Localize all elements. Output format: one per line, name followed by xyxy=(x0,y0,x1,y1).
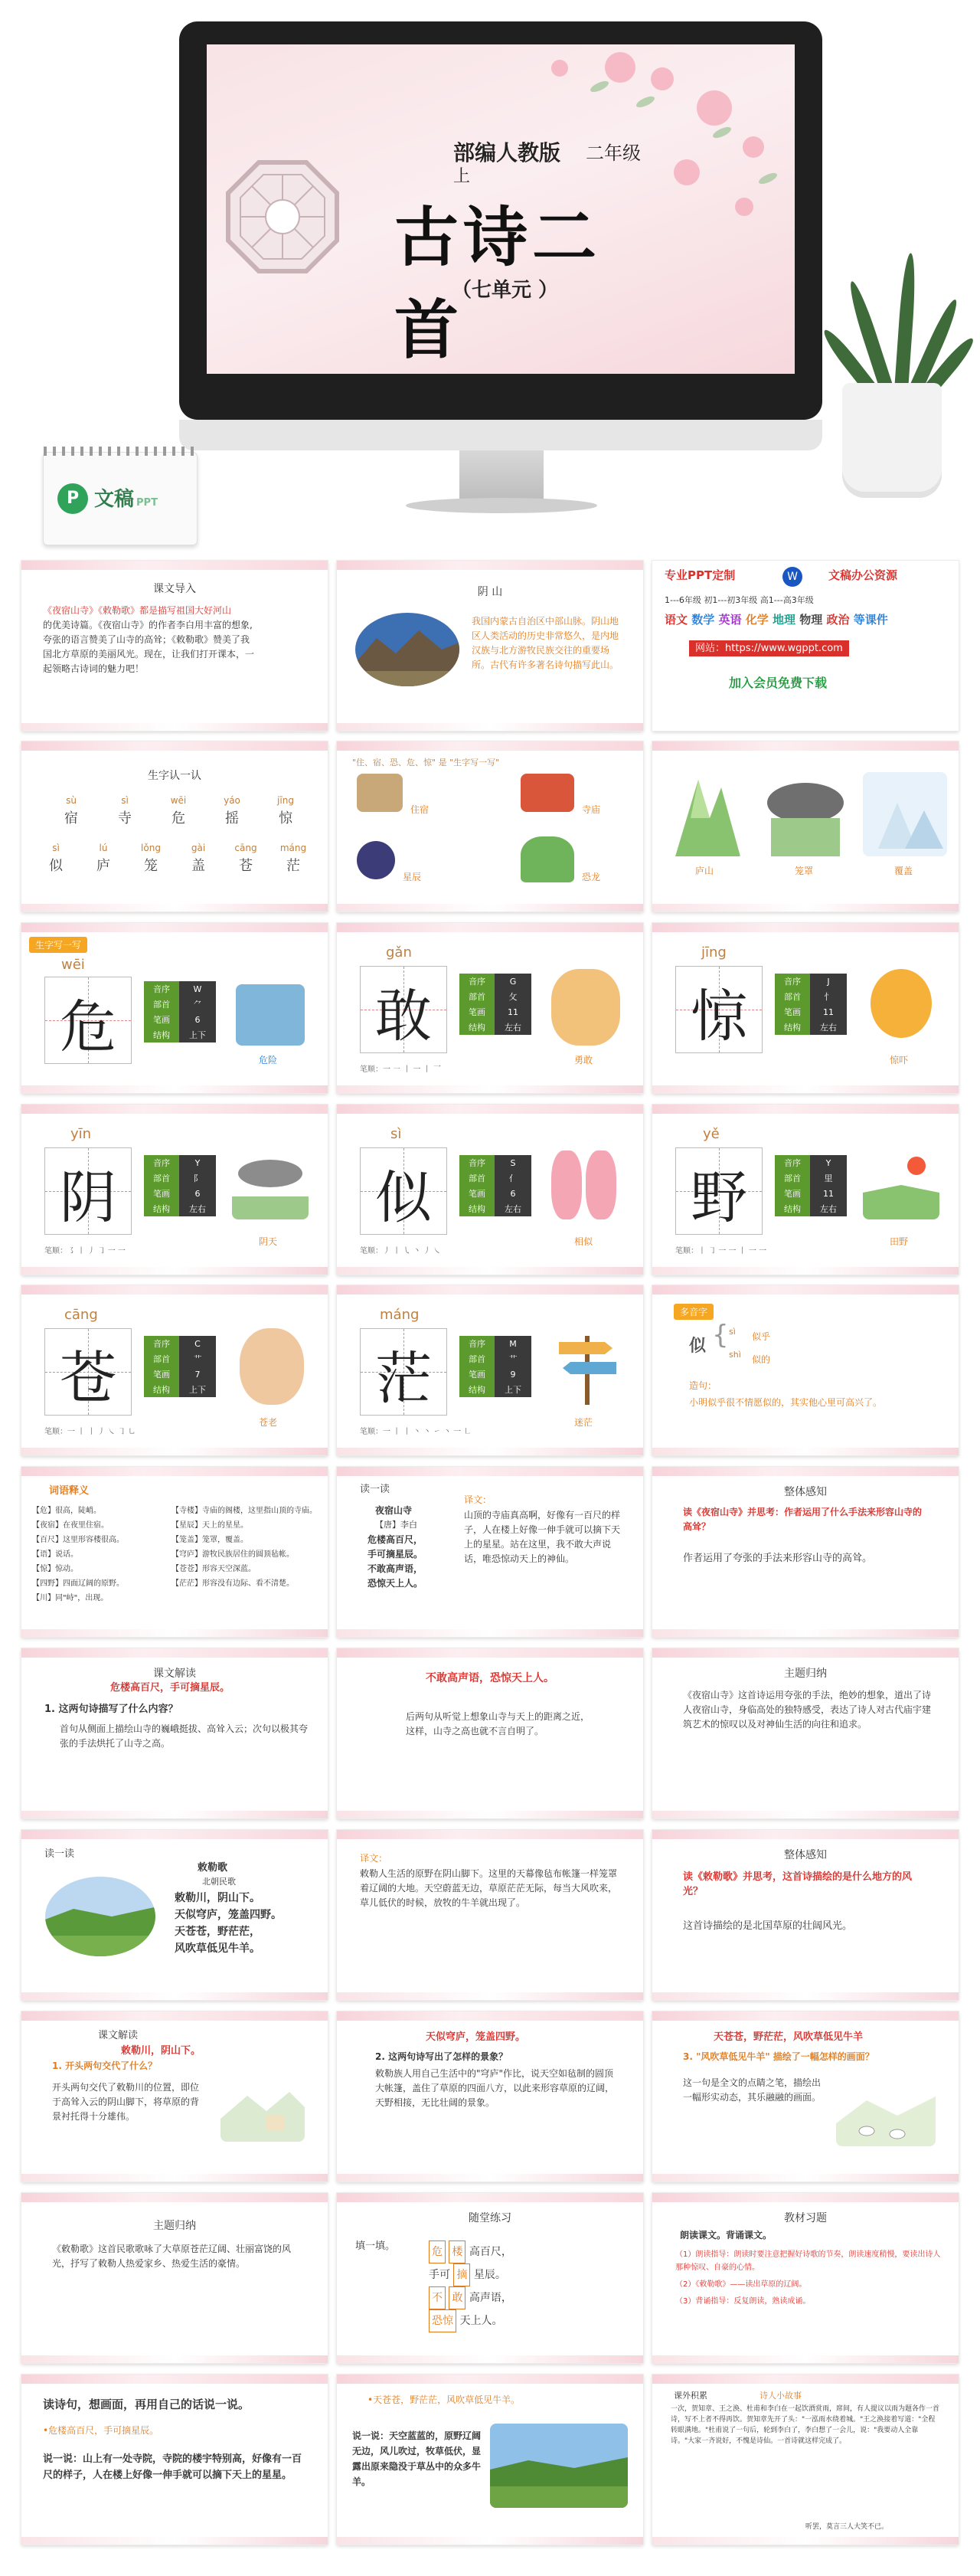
bird-picture xyxy=(871,969,932,1038)
desk-calendar xyxy=(43,452,198,545)
slide-title: 阴 山 xyxy=(477,586,503,598)
char-grid: 似 xyxy=(360,1147,447,1235)
slide-intro[interactable]: 课文导入 《夜宿山寺》《敕勒歌》都是描写祖国大好河山 的优美诗篇。《夜宿山寺》的作者李白用丰富的想象, 夸张的语言赞美了山寺的高耸；《敕勒歌》赞美了我 国北方草原的美丽风光。现在，让我们打开课本，一 起领略古诗词的魅力吧！ xyxy=(21,561,328,731)
signpost-picture xyxy=(551,1328,624,1405)
slide-analysis-1[interactable]: 课文解读 危楼高百尺，手可摘星辰。 1. 这两句诗描写了什么内容？ 首句从侧面上描绘山寺的巍峨挺拔、高耸入云；次句以极其夸张的手法烘托了山寺之高。 xyxy=(21,1648,328,1818)
slide-perceive-2[interactable]: 整体感知 读《敕勒歌》并思考，这首诗描绘的是什么地方的风光？ 这首诗描绘的是北国草原的壮阔风光。 xyxy=(652,1830,959,2000)
char-grid: 阴 xyxy=(44,1147,132,1235)
lushan-picture xyxy=(668,772,744,856)
slide-exercise[interactable]: 随堂练习 填一填。 危 楼 高百尺， 手可 摘 星辰。 不 敢 高声语， 恐惊 天上人。 xyxy=(337,2193,643,2363)
temple-picture xyxy=(521,774,574,812)
char-info-table: 音序 S 部首 亻 笔画 6 结构 左右 xyxy=(459,1155,531,1216)
fill-in-lines: 危 楼 高百尺， 手可 摘 星辰。 不 敢 高声语， 恐惊 天上人。 xyxy=(429,2240,512,2332)
slide-char-wei[interactable]: 生字写一写 wēi 危 音序 W 部首 ⺈ 笔画 6 结构 上下 危险 xyxy=(21,923,328,1093)
slide-imagine-2[interactable]: •天苍苍，野茫茫，风吹草低见牛羊。 说一说：天空蓝蓝的，原野辽阔无边，风儿吹过，牧草低伏，显露出原来隐没于草丛中的众多牛羊。 xyxy=(337,2375,643,2545)
sketch-picture xyxy=(220,2073,305,2142)
plant-pot xyxy=(842,383,942,498)
section-tag: 生字写一写 xyxy=(29,937,87,953)
monitor-frame xyxy=(179,21,822,420)
join-link[interactable]: 加入会员免费下载 xyxy=(729,676,828,690)
monitor-stand xyxy=(459,450,544,500)
char-info-table: 音序 M 部首 艹 笔画 9 结构 上下 xyxy=(459,1336,531,1397)
unit-label: （七单元 ） xyxy=(452,279,559,302)
char-grid: 野 xyxy=(675,1147,763,1235)
slide-theme-2[interactable]: 主题归纳 《敕勒歌》这首民歌歌咏了大草原苍茫辽阔、壮丽富饶的风光，抒写了敕勒人热爱家乡、热爱生活的豪情。 xyxy=(21,2193,328,2363)
slide-polyphone[interactable]: 多音字 似 { sì 似乎 shì 似的 造句： 小明似乎很不情愿似的，其实他心里可高兴了。 xyxy=(652,1285,959,1455)
publisher: 部编人教版 xyxy=(453,140,561,165)
girl-left-picture xyxy=(551,1151,582,1219)
slide-yinshan[interactable]: 阴 山 我国内蒙古自治区中部山脉。阴山地区人类活动的历史非常悠久，是内地汉族与北方游牧民族交往的重要场所。古代有许多著名诗句描写此山。 xyxy=(337,561,643,731)
glossary-left: 【危】很高，陡峭。 【夜宿】在夜里住宿。 【百尺】这里形容楼很高。 【语】说话。 【惊】惊动。 【四野】四面辽阔的原野。 【川】同"峙"，出现。 xyxy=(32,1507,124,1602)
grassland-photo-2 xyxy=(490,2424,628,2508)
char-info-table: 音序 Y 部首 里 笔画 11 结构 左右 xyxy=(775,1155,847,1216)
char-grid: 苍 xyxy=(44,1328,132,1416)
slide-char-si[interactable]: sì 似 音序 S 部首 亻 笔画 6 结构 左右 相似 笔顺：丿 丨 ㇂ 丶 丿 ㇏ xyxy=(337,1105,643,1275)
slide-analysis-4[interactable]: 天似穹庐，笼盖四野。 2. 这两句诗写出了怎样的景象？ 敕勒族人用自己生活中的"穹庐"作比，说天空如毡制的圆顶大帐篷，盖住了草原的四面八方，以此来形容草原的辽阔，天野相接，无比壮阔的景象。 xyxy=(337,2011,643,2182)
char-grid: 敢 xyxy=(360,966,447,1053)
slide-char-gan[interactable]: gǎn 敢 音序 G 部首 攵 笔画 11 结构 左右 勇敢 笔顺：一 ㇐ 丨 一 丨 乛 xyxy=(337,923,643,1093)
cloud-picture xyxy=(763,772,848,856)
mountain-photo xyxy=(354,611,461,688)
slide-theme-1[interactable]: 主题归纳 《夜宿山寺》这首诗运用夸张的手法，绝妙的想象，道出了诗人夜宿山寺，身临高处的独特感受，表达了诗人对古代庙宇建筑艺术的惊叹以及对神仙生活的向往和追求。 xyxy=(652,1648,959,1818)
slide-title: 课文解读 xyxy=(153,1668,196,1680)
slide-title: 主题归纳 xyxy=(784,1668,827,1680)
subjects: 语文 数学 英语 化学 地理 物理 政治 等课件 xyxy=(665,613,888,627)
slide-words-1[interactable]: "住、宿、恐、危、惊" 是 "生字写一写" 住宿 寺庙 星辰 恐龙 xyxy=(337,741,643,912)
slide-char-cang[interactable]: cāng 苍 音序 C 部首 艹 笔画 7 结构 上下 苍老 笔顺：一 丨 丨 丿 ㇏ ㇆ ㇟ xyxy=(21,1285,328,1455)
char-info-table: 音序 J 部首 忄 笔画 11 结构 左右 xyxy=(775,974,847,1035)
slide-title: 课文导入 xyxy=(153,583,196,595)
monitor-chin xyxy=(179,420,822,450)
slide-analysis-5[interactable]: 天苍苍，野茫茫，风吹草低见牛羊 3. "风吹草低见牛羊" 描绘了一幅怎样的画面？ 这一句是全文的点睛之笔，描绘出一幅形实动态，其乐融融的画面。 xyxy=(652,2011,959,2182)
logo-icon: P xyxy=(57,483,88,514)
slide-recognize[interactable]: 生字认一认 sù 宿 sì 寺 wēi 危 yáo 摇 jīng 惊 sì 似 lú 庐 lǒng 笼 gài 盖 cāng 苍 máng 茫 xyxy=(21,741,328,912)
char-info-table: 音序 W 部首 ⺈ 笔画 6 结构 上下 xyxy=(144,981,216,1043)
slide-read-poem-2[interactable]: 读一读 敕勒歌 北朝民歌 敕勒川，阴山下。 天似穹庐，笼盖四野。 天苍苍，野茫茫， 风吹草低见牛羊。 xyxy=(21,1830,328,2000)
snow-picture xyxy=(863,772,947,856)
slide-char-ye[interactable]: yě 野 音序 Y 部首 里 笔画 11 结构 左右 田野 笔顺：丨 ㇆ 一 一 丨 一 一 xyxy=(652,1105,959,1275)
house-picture xyxy=(357,774,403,812)
section-tag: 多音字 xyxy=(674,1304,714,1320)
cover-title: 古诗二首 xyxy=(394,200,602,368)
char-info-table: 音序 Y 部首 阝 笔画 6 结构 左右 xyxy=(144,1155,216,1216)
char-grid: 惊 xyxy=(675,966,763,1053)
brave-picture xyxy=(551,969,620,1046)
hero-banner xyxy=(0,0,980,548)
slide-title: 随堂练习 xyxy=(469,2212,511,2224)
cover-slide xyxy=(207,44,795,374)
brand-icon: W xyxy=(782,567,802,587)
slide-ad[interactable]: 专业PPT定制 W 文稿办公资源 1---6年级 初1---初3年级 高1---高3年级 语文 数学 英语 化学 地理 物理 政治 等课件 网站：https://www.wgppt.com 加入会员免费下载 xyxy=(652,561,959,731)
site-link[interactable]: 网站：https://www.wgppt.com xyxy=(689,640,849,656)
volume: 上 xyxy=(453,167,471,186)
slide-read-poem-1[interactable]: 读一读 夜宿山寺 【唐】李白 危楼高百尺， 手可摘星辰。 不敢高声语， 恐惊天上人。 译文： 山顶的寺庙真高啊，好像有一百尺的样子，人在楼上好像一伸手就可以摘下天上的星星。站在这里，我不敢大声说话，唯恐惊动天上的神仙。 xyxy=(337,1467,643,1637)
slide-title: 教材习题 xyxy=(784,2212,827,2224)
char-info-table: 音序 C 部首 艹 笔画 7 结构 上下 xyxy=(144,1336,216,1397)
pasture-picture xyxy=(836,2070,936,2146)
char-grid: 危 xyxy=(44,977,132,1064)
slide-char-jing[interactable]: jīng 惊 音序 J 部首 忄 笔画 11 结构 左右 惊吓 xyxy=(652,923,959,1093)
slide-char-mang[interactable]: máng 茫 音序 M 部首 艹 笔画 9 结构 上下 迷茫 笔顺：一 丨 丨 丶 丶 ㇀ 丶 一 ㇗ xyxy=(337,1285,643,1455)
slide-char-yin[interactable]: yīn 阴 音序 Y 部首 阝 笔画 6 结构 左右 阴天 笔顺：㇌ 丨 丿 ㇆ 一 一 xyxy=(21,1105,328,1275)
dinosaur-picture xyxy=(521,836,574,882)
field-picture xyxy=(863,1151,939,1219)
grade: 二年级 xyxy=(586,142,641,164)
slide-perceive-1[interactable]: 整体感知 读《夜宿山寺》并思考：作者运用了什么手法来形容山寺的高耸？ 作者运用了夸张的手法来形容山寺的高耸。 xyxy=(652,1467,959,1637)
slide-textbook-exercise[interactable]: 教材习题 朗读课文。背诵课文。 （1）朗读指导：朗读时要注意把握好诗歌的节奏，朗读速度稍慢，要读出诗人那种惊叹、自豪的心情。 （2）《敕勒歌》——读出草原的辽阔。 （3）背诵指导：反复朗读，熟读成诵。 xyxy=(652,2193,959,2363)
cloudy-picture xyxy=(232,1151,309,1219)
slide-analysis-2[interactable]: 不敢高声语，恐惊天上人。 后两句从听觉上想象山寺与天上的距离之近，这样，山寺之高也就不言自明了。 xyxy=(337,1648,643,1818)
monitor-base xyxy=(406,498,597,513)
slide-title: 整体感知 xyxy=(784,1849,827,1861)
glossary-right: 【寺楼】寺庙的阁楼，这里指山顶的寺庙。 【星辰】天上的星星。 【笼盖】笼罩，覆盖。 【穹庐】游牧民族居住的圆顶毡帐。 【苍苍】形容天空深蓝。 【茫茫】形容没有边际、看不清楚。 xyxy=(172,1507,317,1588)
slide-glossary[interactable]: 词语释义 【危】很高，陡峭。 【夜宿】在夜里住宿。 【百尺】这里形容楼很高。 【语】说话。 【惊】惊动。 【四野】四面辽阔的原野。 【川】同"峙"，出现。 【寺楼】寺庙的阁楼，这里指山顶的寺庙。 【星辰】天上的星星。 【笼盖】笼罩，覆盖。 【穹庐】游牧民族居住的圆顶毡帐。 【苍苍】形容天空深蓝。 【茫茫】形容没有边际、看不清楚。 xyxy=(21,1467,328,1637)
logo-text: 文稿 PPT xyxy=(94,488,158,511)
slide-words-2[interactable]: 庐山 笼罩 覆盖 xyxy=(652,741,959,912)
grassland-photo xyxy=(43,1874,158,1959)
slide-analysis-3[interactable]: 课文解读 敕勒川，阴山下。 1. 开头两句交代了什么？ 开头两句交代了敕勒川的位置，即位于高耸入云的阴山脚下，将草原的背景衬托得十分雄伟。 xyxy=(21,2011,328,2182)
planet-picture xyxy=(357,841,395,879)
slide-title: 主题归纳 xyxy=(153,2220,196,2232)
danger-picture xyxy=(236,984,305,1046)
slide-title: 整体感知 xyxy=(784,1486,827,1498)
char-grid: 茫 xyxy=(360,1328,447,1416)
char-info-table: 音序 G 部首 攵 笔画 11 结构 左右 xyxy=(459,974,531,1035)
slide-title: 生字认一认 xyxy=(148,770,201,782)
slide-translation-2[interactable]: 译文： 敕勒人生活的原野在阴山脚下。这里的天幕像毡布帐篷一样笼罩着辽阔的大地。天空蔚蓝无边，草原茫茫无际，每当大风吹来，草儿低伏的时候，放牧的牛羊就出现了。 xyxy=(337,1830,643,2000)
girl-right-picture xyxy=(586,1151,616,1219)
slide-imagine-1[interactable]: 读诗句，想画面，再用自己的话说一说。 •危楼高百尺，手可摘星辰。 说一说：山上有一处寺院，寺院的楼宇特别高，好像有一百尺的样子，人在楼上好像一伸手就可以摘下天上的星星。 xyxy=(21,2375,328,2545)
slide-extra[interactable]: 课外积累 诗人小故事 一次，贺知章、王之涣、杜甫和李白在一起饮酒赏雨，席间，有人提议以雨为题各作一首诗，写不上者不得再饮。贺知章先开了头："一泓雨水绕着城。"王之涣接着写道："全程转眼满地。"杜甫说了一句后，轮到李白了，李白想了一会儿，说："我要动人全靠诗。"大家一齐说好，不愧是诗仙。一首诗就这样完成了。 听罢，莫言三人大笑不已。 xyxy=(652,2375,959,2545)
old-woman-picture xyxy=(240,1328,304,1405)
octagon-window-icon xyxy=(225,159,340,274)
